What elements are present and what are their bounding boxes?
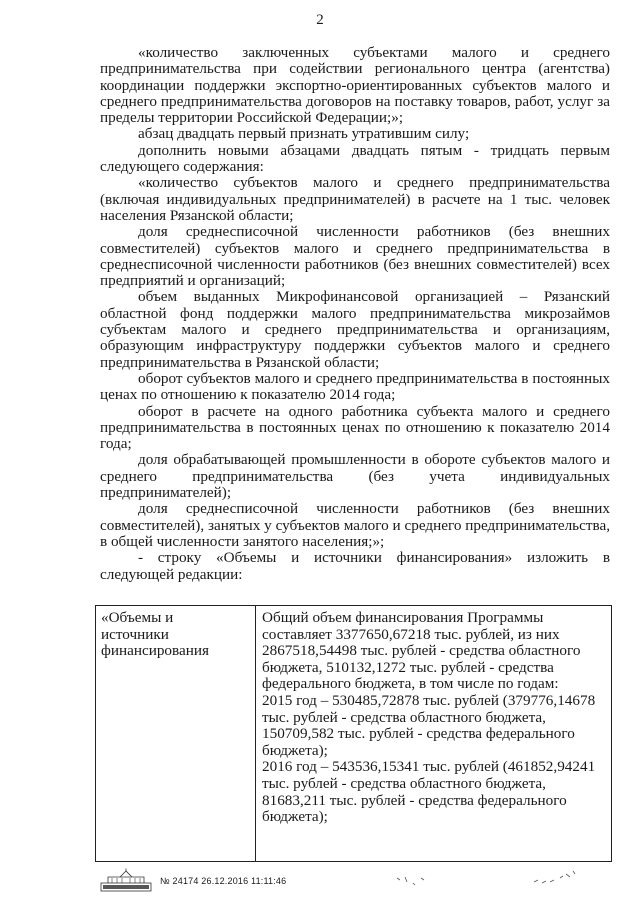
paragraph: оборот в расчете на одного работника субъекта малого и среднего предпринимательства в постоянных ценах по отношению к показателю 2014 года; xyxy=(100,402,610,453)
government-building-seal xyxy=(100,868,152,892)
scan-mark xyxy=(532,868,578,886)
paragraph: абзац двадцать первый признать утратившим силу; xyxy=(138,125,470,143)
document-body xyxy=(100,45,610,583)
table-value-cell xyxy=(256,606,611,861)
table-value-line: тыс. рублей - средства областного бюджета, xyxy=(262,774,546,792)
page-number: 2 xyxy=(316,12,324,28)
paragraph: дополнить новыми абзацами двадцать пятым - тридцать первым следующего содержания: xyxy=(100,141,610,176)
table-label-line: «Объемы и xyxy=(101,609,174,626)
paragraph: «количество субъектов малого и среднего предпринимательства (включая индивидуальных предпринимателей) в расчете на 1 тыс. человек населения Рязанской области; xyxy=(100,174,610,224)
table-value-line: бюджета, 510132,1272 тыс. рублей - средства xyxy=(262,658,554,676)
table-value-line: тыс. рублей - средства областного бюджета, xyxy=(262,708,546,726)
table-label-line: источники xyxy=(101,625,169,643)
table-value-line: Общий объем финансирования Программы xyxy=(262,609,544,626)
paragraph: доля обрабатывающей промышленности в обороте субъектов малого и среднего предпринимательства (без учета индивидуальных предпринимателей); xyxy=(100,451,610,502)
table-value-line: федерального бюджета, в том числе по годам: xyxy=(262,675,559,693)
table-value-line: 81683,211 тыс. рублей - средства федерального xyxy=(262,791,567,809)
table-value-line: 2867518,54498 тыс. рублей - средства областного xyxy=(262,642,581,660)
table-value-line: бюджета); xyxy=(262,741,328,759)
table-label-line: финансирования xyxy=(101,642,209,660)
paragraph: «количество заключенных субъектами малого и среднего предпринимательства при содействии регионального центра (агентства) координации поддержки экспортно-ориентированных субъектов малого и среднего предпринимательства договоров на поставку товаров, работ, услуг за пределы территории Российской Федерации;»; xyxy=(100,44,610,127)
table-value-line: 2016 год – 543536,15341 тыс. рублей (461852,94241 xyxy=(262,758,596,776)
paragraph: - строку «Объемы и источники финансирования» изложить в следующей редакции: xyxy=(100,549,610,583)
table-value-line: 150709,582 тыс. рублей - средства федерального xyxy=(262,725,575,743)
paragraph: доля среднесписочной численности работников (без внешних совместителей), занятых у субъектов малого и среднего предпринимательства, в общей численности занятого населения;»; xyxy=(100,500,610,550)
table-value-line: бюджета); xyxy=(262,808,328,826)
paragraph: объем выданных Микрофинансовой организацией – Рязанский областной фонд поддержки малого предпринимательства микрозаймов субъектам малого и среднего предпринимательства и организациям, образующим инфраструктуру поддержки субъектов малого и среднего предпринимательства в Рязанской области; xyxy=(100,288,610,371)
paragraph: оборот субъектов малого и среднего предпринимательства в постоянных ценах по отношению к показателю 2014 года; xyxy=(100,369,610,404)
table-label-cell xyxy=(96,606,256,861)
page-footer xyxy=(100,868,600,894)
table-value-line: 2015 год – 530485,72878 тыс. рублей (379776,14678 xyxy=(262,691,596,709)
table-value-line: составляет 3377650,67218 тыс. рублей, из них xyxy=(262,625,560,643)
registration-stamp: № 24174 26.12.2016 11:11:46 xyxy=(160,876,287,886)
scan-mark xyxy=(395,874,435,888)
financing-table xyxy=(95,605,612,862)
paragraph: доля среднесписочной численности работников (без внешних совместителей) субъектов малого и среднего предпринимательства в среднесписочной численности работников (без внешних совместителей) всех предприятий и организаций; xyxy=(100,223,610,290)
